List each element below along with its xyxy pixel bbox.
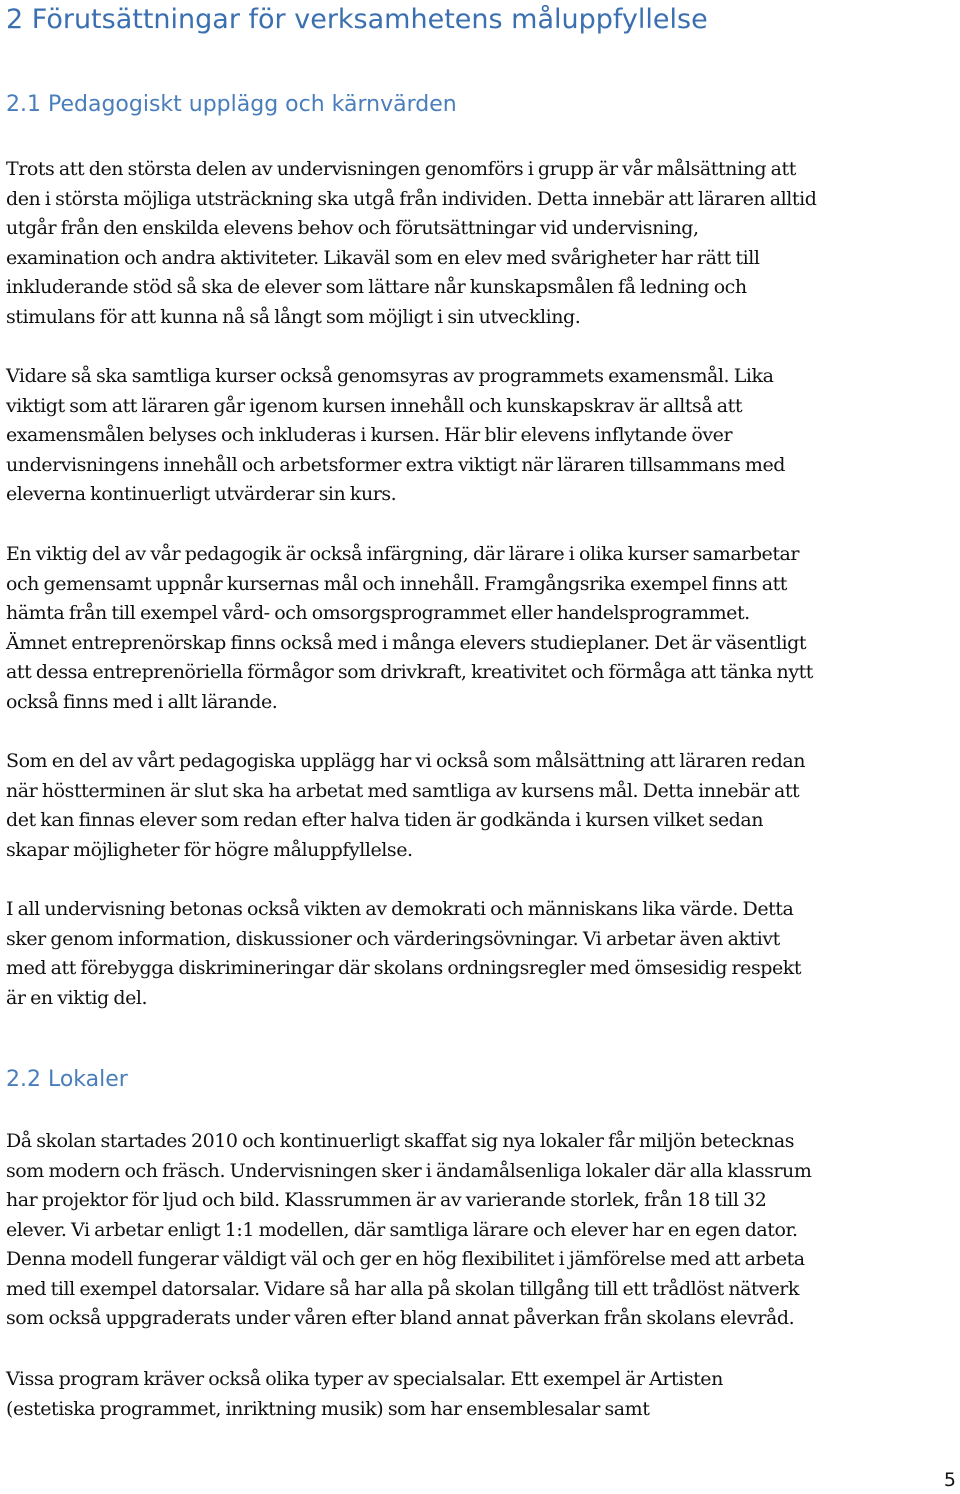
text-line: Vissa program kräver också olika typer av specialsalar. Ett exempel är Artisten xyxy=(6,1368,723,1390)
text-line: Vidare så ska samtliga kurser också genomsyras av programmets examensmål. Lika xyxy=(6,365,774,387)
chapter-heading: 2 Förutsättningar för verksamhetens måluppfyllelse xyxy=(6,4,708,35)
text-line: Trots att den största delen av undervisningen genomförs i grupp är vår målsättning att xyxy=(6,158,796,180)
paragraph xyxy=(6,362,956,510)
paragraph xyxy=(6,155,956,332)
text-line: I all undervisning betonas också vikten av demokrati och människans lika värde. Detta xyxy=(6,898,794,920)
text-line: Denna modell fungerar väldigt väl och ger en hög flexibilitet i jämförelse med att arbeta xyxy=(6,1248,805,1270)
text-line: hämta från till exempel vård- och omsorgsprogrammet eller handelsprogrammet. xyxy=(6,602,750,624)
text-line: Ämnet entreprenörskap finns också med i många elevers studieplaner. Det är väsentligt xyxy=(6,631,807,654)
text-line: elever. Vi arbetar enligt 1:1 modellen, där samtliga lärare och elever har en egen dator. xyxy=(6,1218,798,1241)
paragraph xyxy=(6,747,956,865)
text-line: också finns med i allt lärande. xyxy=(6,690,278,713)
text-line: som också uppgraderats under våren efter bland annat påverkan från skolans elevråd. xyxy=(6,1307,795,1329)
text-line: En viktig del av vår pedagogik är också infärgning, där lärare i olika kurser samarbetar xyxy=(6,543,800,565)
text-line: är en viktig del. xyxy=(6,986,148,1009)
page-number: 5 xyxy=(943,1469,956,1491)
text-line: med att förebygga diskrimineringar där skolans ordningsregler med ömsesidig respekt xyxy=(6,957,802,979)
text-line: med till exempel datorsalar. Vidare så har alla på skolan tillgång till ett trådlöst nätverk xyxy=(6,1277,799,1300)
text-line: det kan finnas elever som redan efter halva tiden är godkända i kursen vilket sedan xyxy=(6,809,764,831)
text-line: när höstterminen är slut ska ha arbetat med samtliga av kursens mål. Detta innebär att xyxy=(6,779,800,802)
text-line: examination och andra aktiviteter. Likaväl som en elev med svårigheter har rätt till xyxy=(6,246,760,269)
paragraph xyxy=(6,1365,956,1424)
paragraph xyxy=(6,540,956,717)
text-line: utgår från den enskilda elevens behov och förutsättningar vid undervisning, xyxy=(6,217,699,239)
text-line: viktigt som att läraren går igenom kursen innehåll och kunskapskrav är alltså att xyxy=(6,394,743,417)
section-heading-pedagogy: 2.1 Pedagogiskt upplägg och kärnvärden xyxy=(6,92,457,117)
text-line: Som en del av vårt pedagogiska upplägg har vi också som målsättning att läraren redan xyxy=(6,750,806,772)
paragraph xyxy=(6,1127,956,1334)
text-line: inkluderande stöd så ska de elever som lättare når kunskapsmålen få ledning och xyxy=(6,276,747,298)
text-line: undervisningens innehåll och arbetsformer extra viktigt när läraren tillsammans med xyxy=(6,453,785,476)
text-line: den i största möjliga utsträckning ska utgå från individen. Detta innebär att läraren alltid xyxy=(6,187,817,210)
text-line: att dessa entreprenöriella förmågor som drivkraft, kreativitet och förmåga att tänka nytt xyxy=(6,661,813,683)
text-line: examensmålen belyses och inkluderas i kursen. Här blir elevens inflytande över xyxy=(6,424,733,446)
text-line: Då skolan startades 2010 och kontinuerligt skaffat sig nya lokaler får miljön betecknas xyxy=(6,1130,795,1152)
text-line: stimulans för att kunna nå så långt som möjligt i sin utveckling. xyxy=(6,305,581,328)
text-line: som modern och fräsch. Undervisningen sker i ändamålsenliga lokaler där alla klassrum xyxy=(6,1159,812,1182)
paragraph xyxy=(6,895,956,1013)
text-line: (estetiska programmet, inriktning musik) som har ensemblesalar samt xyxy=(6,1397,650,1420)
text-line: eleverna kontinuerligt utvärderar sin kurs. xyxy=(6,483,397,505)
section-heading-premises: 2.2 Lokaler xyxy=(6,1067,128,1092)
text-line: och gemensamt uppnår kursernas mål och innehåll. Framgångsrika exempel finns att xyxy=(6,572,787,595)
text-line: sker genom information, diskussioner och värderingsövningar. Vi arbetar även aktivt xyxy=(6,927,780,950)
text-line: skapar möjligheter för högre måluppfyllelse. xyxy=(6,838,413,861)
text-line: har projektor för ljud och bild. Klassrummen är av varierande storlek, från 18 till 32 xyxy=(6,1189,767,1211)
